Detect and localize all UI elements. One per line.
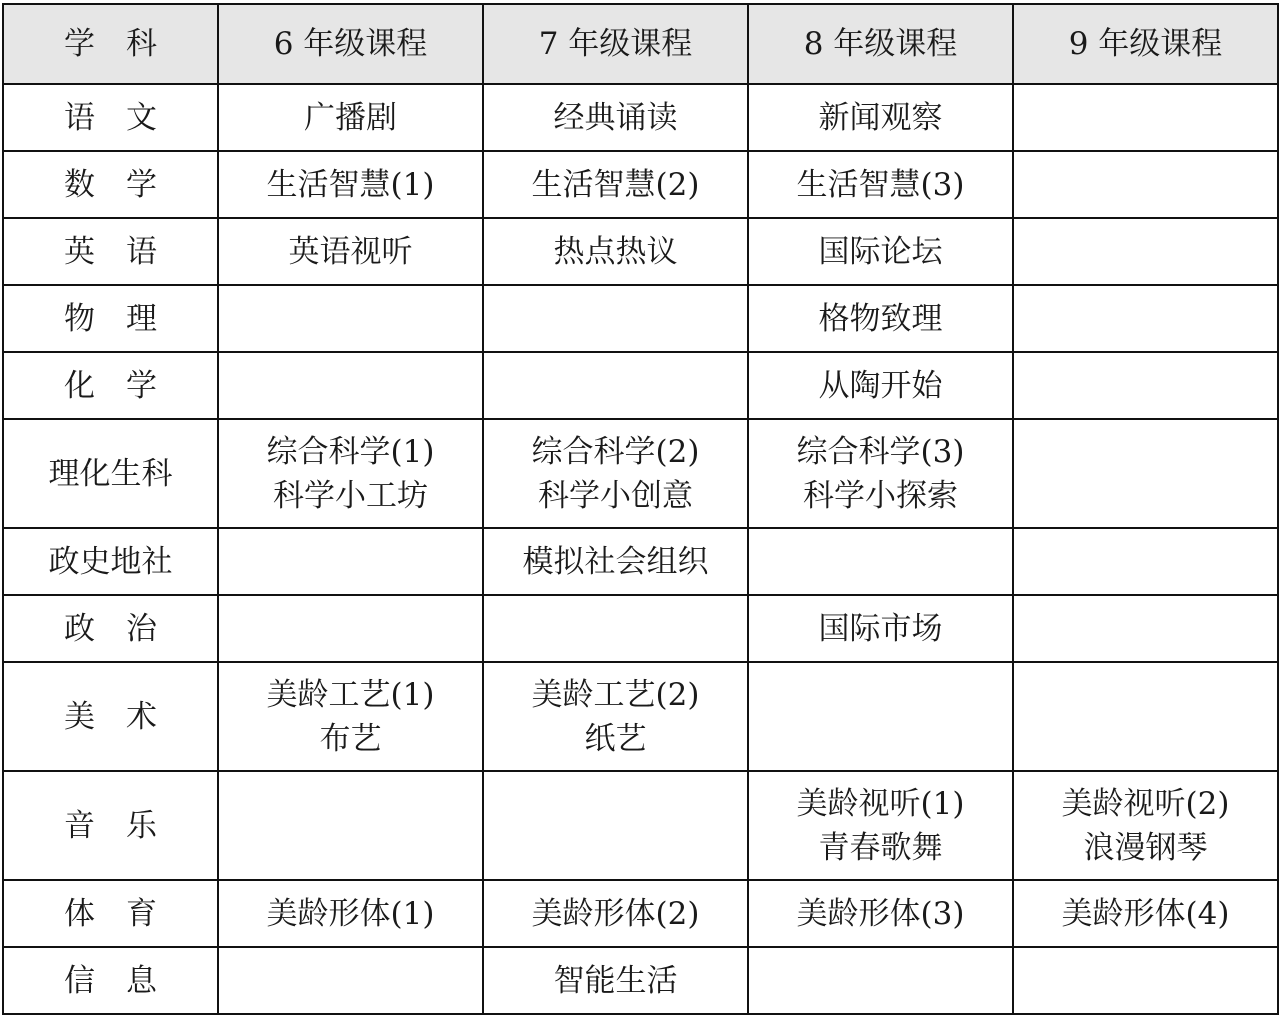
header-grade-9: 9 年级课程 [1013,4,1278,84]
course-cell-grade-6 [218,84,483,151]
course-cell-grade-6 [218,218,483,285]
table-row [3,662,1278,771]
course-name: 经典诵读 [553,99,678,136]
course-cell-grade-8 [748,419,1013,528]
subject-cell: 物 理 [3,285,218,352]
course-name: 英语视听 [288,233,413,270]
course-name: 美龄视听(1) [796,785,965,822]
course-name: 综合科学(3) [796,433,965,470]
subject-cell: 政史地社 [3,528,218,595]
course-name: 美龄形体(1) [266,895,435,932]
course-cell-grade-7 [483,771,748,880]
course-name: 新闻观察 [818,99,943,136]
header-grade-8: 8 年级课程 [748,4,1013,84]
course-cell-grade-8 [748,947,1013,1014]
course-cell-grade-9 [1013,84,1278,151]
course-cell-grade-9 [1013,419,1278,528]
table-row [3,771,1278,880]
course-cell-grade-8 [748,880,1013,947]
course-name: 布艺 [319,720,382,757]
course-cell-grade-7 [483,528,748,595]
course-cell-grade-8 [748,662,1013,771]
course-name: 模拟社会组织 [522,543,709,580]
course-table [2,3,1279,1015]
course-name: 纸艺 [584,720,647,757]
subject-cell: 信 息 [3,947,218,1014]
course-cell-grade-9 [1013,771,1278,880]
course-name: 美龄形体(2) [531,895,700,932]
course-cell-grade-7 [483,595,748,662]
course-name: 青春歌舞 [818,829,943,866]
course-cell-grade-7 [483,151,748,218]
table-row [3,595,1278,662]
course-cell-grade-8 [748,151,1013,218]
course-cell-grade-6 [218,947,483,1014]
course-cell-grade-6 [218,595,483,662]
course-name: 智能生活 [553,962,678,999]
course-name: 热点热议 [553,233,678,270]
course-cell-grade-9 [1013,595,1278,662]
table-row [3,84,1278,151]
course-cell-grade-9 [1013,880,1278,947]
course-name: 科学小探索 [803,477,958,514]
course-name: 国际市场 [818,610,943,647]
table-row [3,528,1278,595]
course-cell-grade-7 [483,352,748,419]
table-row [3,419,1278,528]
course-cell-grade-8 [748,84,1013,151]
course-cell-grade-6 [218,285,483,352]
course-cell-grade-9 [1013,662,1278,771]
course-cell-grade-6 [218,528,483,595]
subject-cell: 化 学 [3,352,218,419]
course-cell-grade-8 [748,285,1013,352]
course-cell-grade-7 [483,419,748,528]
course-name: 生活智慧(2) [531,166,700,203]
subject-cell: 数 学 [3,151,218,218]
course-name: 美龄工艺(2) [531,676,700,713]
course-cell-grade-9 [1013,151,1278,218]
course-cell-grade-8 [748,528,1013,595]
course-name: 生活智慧(3) [796,166,965,203]
course-cell-grade-7 [483,662,748,771]
course-name: 科学小创意 [538,477,693,514]
subject-cell: 理化生科 [3,419,218,528]
table-body [3,84,1278,1014]
course-cell-grade-9 [1013,218,1278,285]
subject-cell: 英 语 [3,218,218,285]
course-name: 综合科学(1) [266,433,435,470]
course-cell-grade-9 [1013,528,1278,595]
header-grade-6: 6 年级课程 [218,4,483,84]
subject-cell: 体 育 [3,880,218,947]
course-cell-grade-6 [218,880,483,947]
course-name: 格物致理 [818,300,943,337]
course-cell-grade-9 [1013,352,1278,419]
course-cell-grade-7 [483,285,748,352]
course-cell-grade-8 [748,218,1013,285]
course-name: 广播剧 [304,99,397,136]
course-cell-grade-7 [483,84,748,151]
table-row [3,947,1278,1014]
course-name: 浪漫钢琴 [1083,829,1208,866]
table-row [3,151,1278,218]
table-row [3,352,1278,419]
table-header-row [3,4,1278,84]
course-name: 美龄形体(3) [796,895,965,932]
course-cell-grade-7 [483,218,748,285]
course-cell-grade-8 [748,352,1013,419]
table-row [3,218,1278,285]
table-row [3,285,1278,352]
subject-cell: 语 文 [3,84,218,151]
header-grade-7: 7 年级课程 [483,4,748,84]
course-name: 生活智慧(1) [266,166,435,203]
subject-cell: 音 乐 [3,771,218,880]
course-cell-grade-9 [1013,947,1278,1014]
course-cell-grade-6 [218,151,483,218]
course-cell-grade-7 [483,880,748,947]
course-name: 国际论坛 [818,233,943,270]
header-subject: 学 科 [3,4,218,84]
subject-cell: 政 治 [3,595,218,662]
course-cell-grade-8 [748,595,1013,662]
course-cell-grade-6 [218,771,483,880]
course-cell-grade-6 [218,352,483,419]
course-cell-grade-9 [1013,285,1278,352]
course-name: 从陶开始 [818,367,943,404]
subject-cell: 美 术 [3,662,218,771]
course-cell-grade-8 [748,771,1013,880]
course-cell-grade-7 [483,947,748,1014]
course-name: 科学小工坊 [273,477,428,514]
course-name: 美龄视听(2) [1061,785,1230,822]
course-name: 综合科学(2) [531,433,700,470]
course-name: 美龄形体(4) [1061,895,1230,932]
course-cell-grade-6 [218,419,483,528]
table-row [3,880,1278,947]
course-name: 美龄工艺(1) [266,676,435,713]
course-cell-grade-6 [218,662,483,771]
